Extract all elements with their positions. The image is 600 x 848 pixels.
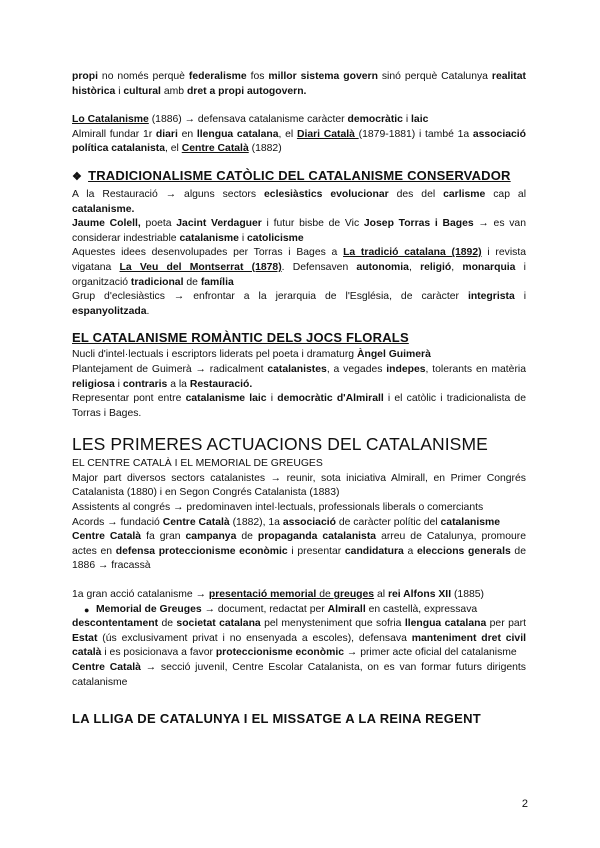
term: descontentament (72, 618, 159, 630)
text: → primer acte oficial del catalanisme (344, 647, 517, 659)
paragraph: Assistents al congrés → predominaven intel·lectuals, professionals liberals o comerciants (72, 502, 484, 514)
paragraph (72, 617, 526, 661)
diamond-bullet-icon: ❖ (72, 170, 83, 183)
text: 1a gran acció catalanisme → (72, 589, 209, 601)
term: Memorial de Greuges (96, 603, 202, 615)
text: en castellà, expressava (365, 603, 478, 615)
text: Aquestes idees desenvolupades per Torras i Bages a (72, 247, 344, 259)
text: , (451, 261, 463, 273)
term: manteniment dret civil català (72, 632, 526, 659)
text: i presentar (287, 545, 345, 557)
paragraph (72, 246, 526, 290)
text: , el (164, 143, 182, 155)
term: catalanisme. (72, 203, 135, 215)
term-dret: dret a propi autogovern. (186, 85, 307, 97)
term: religió (420, 261, 452, 273)
main-heading-actuacions: LES PRIMERES ACTUACIONS DEL CATALANISME (72, 434, 488, 455)
text: (ús exclusivament privat i no ensenyada a escoles), defensava (97, 632, 412, 644)
text: i es posicionava a favor (101, 647, 216, 659)
term: integrista (467, 291, 515, 303)
text: (1886) → defensava catalanisme caràcter (148, 114, 348, 126)
term: Centre Català (72, 531, 142, 543)
text: (1879-1881) i també 1a (358, 128, 473, 140)
term: monarquia (462, 261, 516, 273)
memorial-bullet (72, 603, 526, 618)
heading-text: TRADICIONALISME CATÒLIC DEL CATALANISME CONSERVADOR (88, 167, 511, 183)
term: Jaume Colell, (72, 218, 141, 230)
term: eclesiàstics evolucionar (264, 188, 389, 200)
term: La Veu del Montserrat (1878) (119, 261, 282, 273)
text: Acords → fundació (72, 516, 163, 528)
term: presentació memorial (208, 589, 317, 601)
text: , tolerants en matèria (425, 363, 526, 375)
term: contraris (122, 378, 168, 390)
text: Representar pont entre (72, 393, 186, 405)
text: a (403, 545, 417, 557)
bullet-dot-icon: ● (84, 604, 90, 615)
term: catalanisme (440, 516, 501, 528)
text: des del (388, 188, 444, 200)
paragraph (72, 588, 526, 603)
term: catolicisme (247, 232, 304, 244)
paragraph: Major part diversos sectors catalanistes → reunir, sota iniciativa Almirall, en Primer Congrés Catalanista (1880) i en Segon Congrés Catalanista (1883) (72, 472, 526, 499)
text: sinó perquè Catalunya (377, 71, 492, 82)
term: Diari Català (296, 128, 359, 140)
term: llengua catalana (404, 618, 487, 630)
text: (1882) (248, 143, 282, 155)
paragraph (72, 290, 526, 319)
text: → es van considerar indestriable (72, 218, 526, 244)
term: laic (411, 114, 429, 126)
text: → document, redactat per (201, 603, 328, 615)
term: catalanistes (267, 363, 327, 375)
text: de (183, 276, 201, 288)
text: (1885) (451, 589, 485, 601)
text: i (402, 114, 412, 126)
term: catalanisme laic (185, 393, 267, 405)
term: Àngel Guimerà (356, 349, 431, 361)
term: tradicional (130, 276, 184, 288)
term: propaganda catalanista (257, 531, 377, 543)
text: de (316, 589, 334, 601)
text: A la Restauració → alguns sectors (72, 188, 265, 200)
paragraph (72, 217, 526, 246)
term: catalanisme (179, 232, 239, 244)
text: i revista vigatana (72, 247, 526, 273)
term: associació política catalanista (72, 128, 527, 155)
almirall-paragraph (72, 128, 526, 157)
text: fos (246, 71, 269, 82)
term: societat catalana (176, 618, 261, 630)
text: (1882), 1a (229, 516, 283, 528)
term: espanyolitzada (72, 305, 147, 317)
text: i (114, 378, 123, 390)
text: i el catòlic i tradicionalista de Torras i Bages. (72, 393, 526, 419)
text: de (236, 531, 258, 543)
text: i (514, 291, 527, 303)
text: i organització (72, 261, 526, 288)
paragraph (72, 188, 526, 217)
term-millor-sistema: millor sistema govern (268, 71, 378, 82)
term: Centre Català (181, 143, 249, 155)
term: carlisme (443, 188, 486, 200)
text: i (266, 393, 278, 405)
paragraph (72, 392, 526, 421)
term: Centre Català (162, 516, 230, 528)
text: . (146, 305, 150, 317)
term-propi: propi (72, 71, 98, 82)
term: democràtic d'Almirall (277, 393, 384, 405)
term: campanya (185, 531, 237, 543)
text: fa gran (141, 531, 186, 543)
text: de (158, 618, 177, 630)
paragraph (72, 661, 526, 690)
text: . Defensaven (281, 261, 357, 273)
term: eleccions generals (416, 545, 511, 557)
paragraph (72, 530, 526, 574)
text: i futur bisbe de Vic (261, 218, 364, 230)
lo-catalanisme-title: Lo Catalanisme (72, 114, 149, 126)
term-federalisme: federalisme (188, 71, 247, 82)
term: Estat (72, 632, 98, 644)
text: de caràcter polític del (335, 516, 441, 528)
text: Nucli d'intel·lectuals i escriptors liderats pel poeta i dramaturg (72, 349, 357, 361)
paragraph (72, 348, 526, 363)
text: pel menysteniment que sofria (260, 618, 405, 630)
text: en (177, 128, 197, 140)
text: a la (167, 378, 190, 390)
term: religiosa (72, 378, 115, 390)
text: Plantejament de Guimerà → radicalment (72, 363, 268, 375)
intro-paragraph (72, 70, 526, 99)
term: rei Alfons XII (387, 589, 452, 601)
subheading-centre-catala: EL CENTRE CATALÀ I EL MEMORIAL DE GREUGES (72, 458, 323, 470)
text: al (374, 589, 388, 601)
term: greuges (333, 589, 375, 601)
document-page (72, 70, 526, 727)
paragraph (72, 516, 526, 531)
term: proteccionisme econòmic (215, 647, 345, 659)
text: de 1886 → fracassà (72, 545, 526, 572)
term: democràtic (347, 114, 403, 126)
text: i (238, 232, 248, 244)
text: per part (486, 618, 526, 630)
text: cap al (485, 188, 527, 200)
term: Centre Català (72, 662, 141, 673)
term: llengua catalana (196, 128, 279, 140)
text: Almirall fundar 1r (72, 128, 156, 140)
term: Jacint Verdaguer (176, 218, 262, 230)
term: candidatura (344, 545, 404, 557)
term: defensa proteccionisme econòmic (115, 545, 288, 557)
term-cultural: cultural (123, 85, 161, 97)
term: La tradició catalana (1892) (343, 247, 482, 259)
term: Josep Torras i Bages (363, 218, 474, 230)
term: associació (282, 516, 336, 528)
text: Grup d'eclesiàstics → enfrontar a la jerarquia de l'Església, de caràcter (72, 291, 468, 303)
text: no només perquè (97, 71, 189, 82)
term: Almirall (327, 603, 366, 615)
text: poeta (140, 218, 177, 230)
term-realitat: realitat històrica (72, 71, 526, 97)
text: → secció juvenil, Centre Escolar Catalanista, on es van formar futurs dirigents catalanisme (72, 662, 526, 688)
term: autonomia (356, 261, 409, 273)
term: indepes (386, 363, 426, 375)
term: família (200, 276, 234, 288)
text: i (115, 85, 124, 97)
text: amb (160, 85, 187, 97)
paragraph (72, 363, 526, 392)
text: arreu de Catalunya, promoure actes en (72, 531, 526, 557)
text: , el (278, 128, 297, 140)
catalanisme-paragraph (72, 113, 526, 128)
term: diari (155, 128, 178, 140)
term: Restauració. (189, 378, 253, 390)
section-heading-tradicionalisme (72, 167, 526, 186)
text: , a vegades (326, 363, 387, 375)
page-number: 2 (521, 798, 528, 810)
section-heading-lliga: LA LLIGA DE CATALUNYA I EL MISSATGE A LA REINA REGENT (72, 711, 482, 727)
section-heading-jocs-florals: EL CATALANISME ROMÀNTIC DELS JOCS FLORALS (72, 330, 409, 346)
text: , (408, 261, 421, 273)
